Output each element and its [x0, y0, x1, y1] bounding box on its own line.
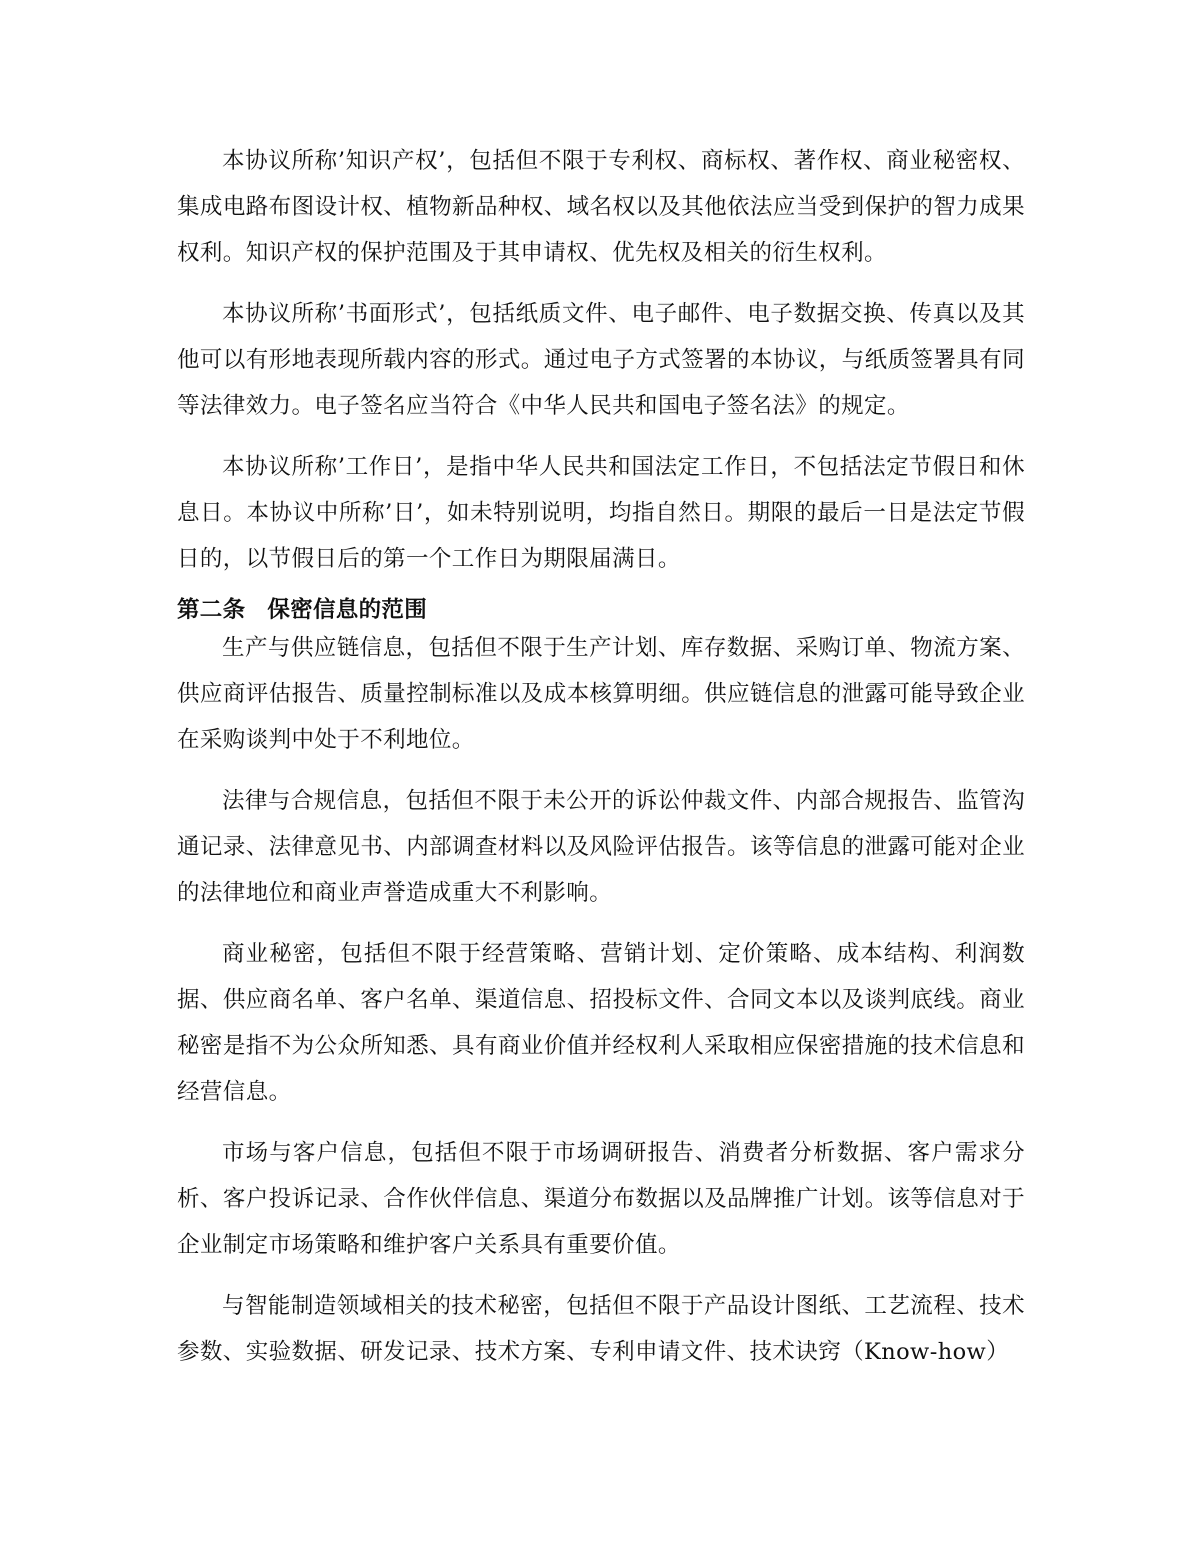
article-title: 保密信息的范围 — [267, 597, 428, 623]
clause-legal-compliance-info: 法律与合规信息，包括但不限于未公开的诉讼仲裁文件、内部合规报告、监管沟通记录、法律意见书、内部调查材料以及风险评估报告。该等信息的泄露可能对企业的法律地位和商业声誉造成重大不利影响。 — [177, 788, 1025, 906]
clause-trade-secrets: 商业秘密，包括但不限于经营策略、营销计划、定价策略、成本结构、利润数据、供应商名单、客户名单、渠道信息、招投标文件、合同文本以及谈判底线。商业秘密是指不为公众所知悉、具有商业价值并经权利人采取相应保密措施的技术信息和经营信息。 — [177, 941, 1025, 1105]
definition-written-form: 本协议所称’书面形式’，包括纸质文件、电子邮件、电子数据交换、传真以及其他可以有形地表现所载内容的形式。通过电子方式签署的本协议，与纸质签署具有同等法律效力。电子签名应当符合《中华人民共和国电子签名法》的规定。 — [177, 301, 1025, 419]
definitions-section — [177, 138, 1025, 582]
definition-working-day: 本协议所称’工作日’，是指中华人民共和国法定工作日，不包括法定节假日和休息日。本协议中所称’日’，如未特别说明，均指自然日。期限的最后一日是法定节假日的，以节假日后的第一个工作日为期限届满日。 — [177, 454, 1025, 572]
document-page — [177, 138, 1025, 1390]
article-number: 第二条 — [177, 597, 246, 623]
confidential-info-scope-section — [177, 593, 1025, 1375]
article-heading — [177, 593, 1025, 627]
clause-technical-secrets: 与智能制造领域相关的技术秘密，包括但不限于产品设计图纸、工艺流程、技术参数、实验数据、研发记录、技术方案、专利申请文件、技术诀窍（Know-how） — [177, 1293, 1025, 1365]
clause-supply-chain-info: 生产与供应链信息，包括但不限于生产计划、库存数据、采购订单、物流方案、供应商评估报告、质量控制标准以及成本核算明细。供应链信息的泄露可能导致企业在采购谈判中处于不利地位。 — [177, 635, 1025, 753]
definition-intellectual-property: 本协议所称’知识产权’，包括但不限于专利权、商标权、著作权、商业秘密权、集成电路布图设计权、植物新品种权、域名权以及其他依法应当受到保护的智力成果权利。知识产权的保护范围及于其申请权、优先权及相关的衍生权利。 — [177, 148, 1025, 266]
clause-market-customer-info: 市场与客户信息，包括但不限于市场调研报告、消费者分析数据、客户需求分析、客户投诉记录、合作伙伴信息、渠道分布数据以及品牌推广计划。该等信息对于企业制定市场策略和维护客户关系具有重要价值。 — [177, 1140, 1025, 1258]
